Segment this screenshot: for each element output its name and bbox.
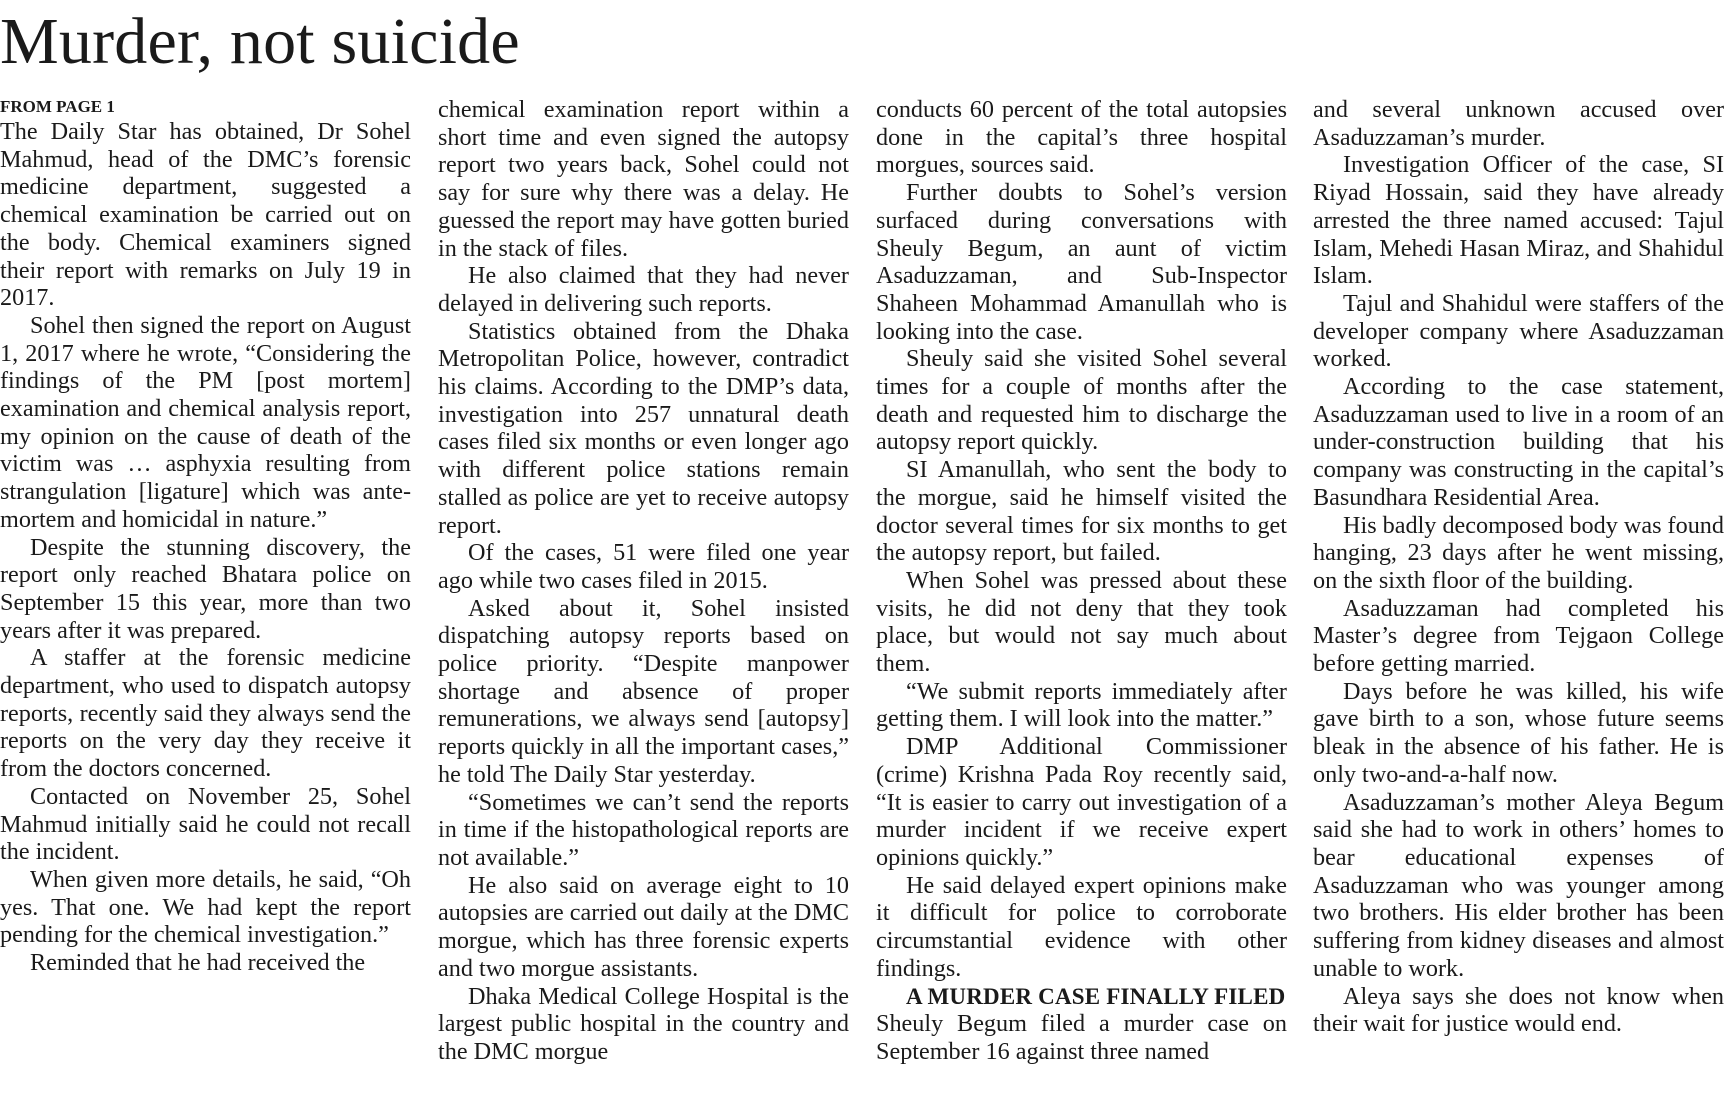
column-2 xyxy=(438,96,849,1066)
paragraph: chemical examination report within a short time and even signed the autopsy report two years back, Sohel could not say for sure why there was a delay. He guessed the report may have gotten buried in the stack of files. xyxy=(438,96,849,262)
paragraph: A staffer at the forensic medicine department, who used to dispatch autopsy reports, recently said they always send the reports on the very day they receive it from the doctors concerned. xyxy=(0,644,411,783)
paragraph: Days before he was killed, his wife gave birth to a son, whose future seems bleak in the absence of his father. He is only two-and-a-half now. xyxy=(1313,677,1724,788)
kicker: FROM PAGE 1 xyxy=(0,97,115,116)
paragraph: Of the cases, 51 were filed one year ago while two cases filed in 2015. xyxy=(438,539,849,594)
paragraph: and several unknown accused over Asaduzzaman’s murder. xyxy=(1313,96,1724,151)
paragraph: Sheuly Begum filed a murder case on September 16 against three named xyxy=(876,1010,1287,1065)
paragraph: DMP Additional Commissioner (crime) Krishna Pada Roy recently said, “It is easier to carry out investigation of a murder incident if we receive expert opinions quickly.” xyxy=(876,733,1287,871)
paragraph: Asaduzzaman had completed his Master’s degree from Tejgaon College before getting married. xyxy=(1313,594,1724,678)
paragraph: Despite the stunning discovery, the report only reached Bhatara police on September 15 this year, more than two years after it was prepared. xyxy=(0,533,411,644)
paragraph: He also said on average eight to 10 autopsies are carried out daily at the DMC morgue, which has three forensic experts and two morgue assistants. xyxy=(438,871,849,982)
paragraph: He said delayed expert opinions make it difficult for police to corroborate circumstantial evidence with other findings. xyxy=(876,871,1287,982)
paragraph: Asaduzzaman’s mother Aleya Begum said she had to work in others’ homes to bear educational expenses of Asaduzzaman who was younger among two brothers. His elder brother has been suffering from kidney diseases and almost unable to work. xyxy=(1313,788,1724,982)
paragraph: Investigation Officer of the case, SI Riyad Hossain, said they have already arrested the three named accused: Tajul Islam, Mehedi Hasan Miraz, and Shahidul Islam. xyxy=(1313,151,1724,290)
paragraph: According to the case statement, Asaduzzaman used to live in a room of an under-construction building that his company was constructing in the capital’s Basundhara Residential Area. xyxy=(1313,373,1724,511)
paragraph: Tajul and Shahidul were staffers of the developer company where Asaduzzaman worked. xyxy=(1313,289,1724,373)
subheading: A MURDER CASE FINALLY FILED xyxy=(906,983,1286,1009)
paragraph: Aleya says she does not know when their wait for justice would end. xyxy=(1313,982,1724,1038)
paragraph: “Sometimes we can’t send the reports in time if the histopathological reports are not available.” xyxy=(438,788,849,871)
paragraph: Dhaka Medical College Hospital is the largest public hospital in the country and the DMC morgue xyxy=(438,982,849,1065)
paragraph: Statistics obtained from the Dhaka Metropolitan Police, however, contradict his claims. According to the DMP’s data, investigation into 257 unnatural death cases filed six months or even longer ago with different police stations remain stalled as police are yet to receive autopsy report. xyxy=(438,317,849,539)
paragraph: Reminded that he had received the xyxy=(30,949,366,977)
paragraph: conducts 60 percent of the total autopsies done in the capital’s three hospital morgues, sources said. xyxy=(876,96,1287,179)
paragraph: Further doubts to Sohel’s version surfaced during conversations with Sheuly Begum, an aunt of victim Asaduzzaman, and Sub-Inspector Shaheen Mohammad Amanullah who is looking into the case. xyxy=(876,179,1287,345)
paragraph: His badly decomposed body was found hanging, 23 days after he went missing, on the sixth floor of the building. xyxy=(1313,511,1724,594)
paragraph: Contacted on November 25, Sohel Mahmud initially said he could not recall the incident. xyxy=(0,782,411,866)
headline: Murder, not suicide xyxy=(0,5,520,78)
paragraph: He also claimed that they had never delayed in delivering such reports. xyxy=(438,262,849,317)
column-4 xyxy=(1313,96,1724,1038)
column-1 xyxy=(0,96,411,977)
paragraph: Sheuly said she visited Sohel several times for a couple of months after the death and requested him to discharge the autopsy report quickly. xyxy=(876,345,1287,456)
paragraph: Asked about it, Sohel insisted dispatching autopsy reports based on police priority. “Despite manpower shortage and absence of proper remunerations, we always send [autopsy] reports quickly in all the important cases,” he told The Daily Star yesterday. xyxy=(438,594,849,788)
paragraph: When Sohel was pressed about these visits, he did not deny that they took place, but would not say much about them. xyxy=(876,566,1287,678)
paragraph: SI Amanullah, who sent the body to the morgue, said he himself visited the doctor several times for six months to get the autopsy report, but failed. xyxy=(876,456,1287,567)
column-3 xyxy=(876,96,1287,1066)
paragraph: Sohel then signed the report on August 1, 2017 where he wrote, “Considering the findings of the PM [post mortem] examination and chemical analysis report, my opinion on the cause of death of the victim was … asphyxia resulting from strangulation [ligature] which was ante-mortem and homicidal in nature.” xyxy=(0,311,411,533)
paragraph: When given more details, he said, “Oh yes. That one. We had kept the report pending for the chemical investigation.” xyxy=(0,865,411,949)
paragraph: The Daily Star has obtained, Dr Sohel Mahmud, head of the DMC’s forensic medicine department, suggested a chemical examination be carried out on the body. Chemical examiners signed their report with remarks on July 19 in 2017. xyxy=(0,118,411,312)
paragraph: “We submit reports immediately after getting them. I will look into the matter.” xyxy=(876,677,1287,733)
